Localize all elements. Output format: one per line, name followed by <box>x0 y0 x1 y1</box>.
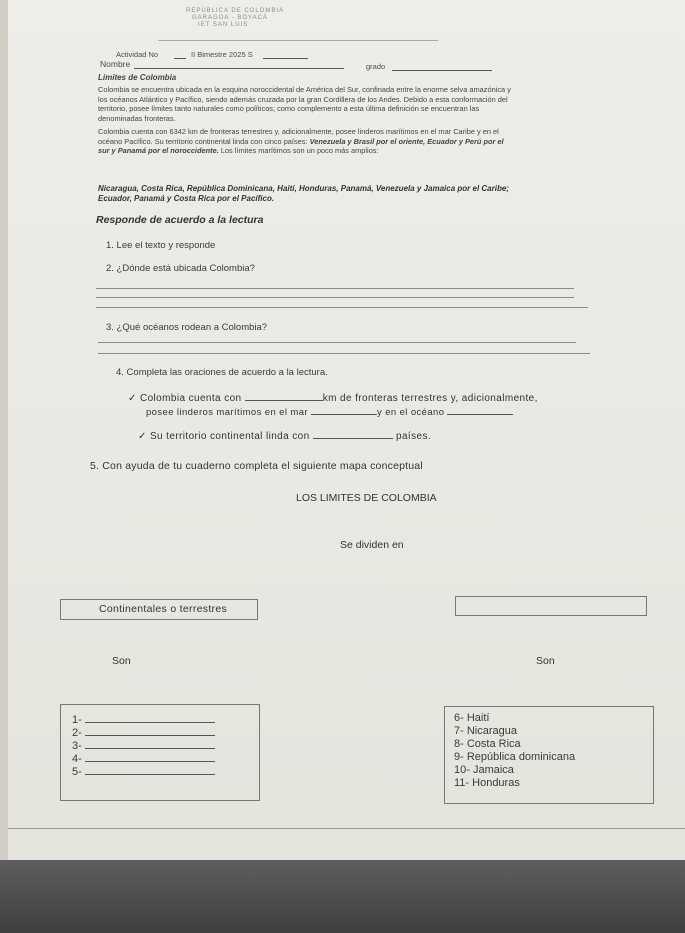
answer-line-q2-2[interactable] <box>96 297 574 298</box>
reading-p2-text: Colombia cuenta con 6342 km de fronteras terrestres y, adicionalmente, posee linderos marítimos en el mar Caribe y en el océano Pacífico. Su territorio continental linda con cinco países: <box>98 127 499 146</box>
header-school: IET SAN LUIS <box>198 22 249 28</box>
worksheet-paper <box>8 0 685 860</box>
left-list-item[interactable]: 2- <box>72 727 215 740</box>
reading-title: Límites de Colombia <box>98 73 177 82</box>
term-blank[interactable] <box>263 58 308 59</box>
left-list-item[interactable]: 4- <box>72 753 215 766</box>
concept-map-title: LOS LIMITES DE COLOMBIA <box>296 492 437 504</box>
desk-surface <box>0 860 685 933</box>
question-5: 5. Con ayuda de tu cuaderno completa el siguiente mapa conceptual <box>90 460 423 472</box>
right-list-item: 7- Nicaragua <box>454 725 517 737</box>
sentence-2 <box>138 430 431 442</box>
blank-sea[interactable] <box>311 406 377 415</box>
left-list-item[interactable]: 1- <box>72 714 215 727</box>
section-title: Responde de acuerdo a la lectura <box>96 214 264 226</box>
question-1: 1. Lee el texto y responde <box>106 240 216 251</box>
answer-line-q2-1[interactable] <box>96 288 574 289</box>
concept-map-divide: Se dividen en <box>340 539 404 551</box>
right-list-item: 11- Honduras <box>454 777 520 789</box>
sentence-2-part-b: países. <box>395 431 432 442</box>
blank-ocean[interactable] <box>447 406 513 415</box>
sentence-1-part-a: Colombia cuenta con <box>139 393 242 404</box>
left-list-item[interactable]: 5- <box>72 766 215 779</box>
sentence-1-line-2 <box>146 406 513 418</box>
activity-blank[interactable] <box>174 58 186 59</box>
header-country: REPÚBLICA DE COLOMBIA <box>186 8 285 14</box>
question-3: 3. ¿Qué océanos rodean a Colombia? <box>106 322 268 333</box>
reading-p2-countries: Venezuela y Brasil por el oriente, Ecuador y Perú por el sur y Panamá por el noroccidente. <box>98 136 504 156</box>
left-list <box>72 714 215 779</box>
bottom-rule <box>8 828 685 829</box>
grade-label: grado <box>366 62 386 71</box>
left-son-label: Son <box>112 655 131 667</box>
answer-line-q2-3[interactable] <box>96 307 588 308</box>
left-category-box <box>60 599 258 620</box>
question-2: 2. ¿Dónde está ubicada Colombia? <box>106 263 255 274</box>
right-list-item: 9- República dominicana <box>454 751 576 763</box>
name-label: Nombre <box>100 59 131 69</box>
header-town: GARAGOA - BOYACÁ <box>192 15 268 21</box>
right-son-label: Son <box>536 655 555 667</box>
grade-blank[interactable] <box>392 70 492 71</box>
right-list-item: 6- Haití <box>454 712 490 724</box>
answer-line-q3-2[interactable] <box>98 353 590 354</box>
answer-line-q3-1[interactable] <box>98 342 576 343</box>
name-blank[interactable] <box>134 68 344 69</box>
right-list <box>454 712 575 790</box>
blank-countries[interactable] <box>313 430 393 439</box>
check-icon: ✓ <box>138 431 147 442</box>
reading-paragraph-2 <box>98 127 514 156</box>
right-category-box-empty[interactable] <box>455 596 647 616</box>
reading-paragraph-1: Colombia se encuentra ubicada en la esquina noroccidental de América del Sur, confinada entre la enorme selva amazónica y los océanos Atlántico y Pacífico, siendo además cruzada por la gran Cordillera de los Andes. Debido a esta conformación del territorio, posee límites tanto naturales como políticos; como complemento a esta última definición se encuentran las denominadas fronteras. <box>98 85 511 123</box>
check-icon: ✓ <box>128 393 137 404</box>
activity-label: Actividad No <box>116 50 159 59</box>
left-list-item[interactable]: 3- <box>72 740 215 753</box>
sentence-2-part-a: Su territorio continental linda con <box>149 431 310 442</box>
header-rule <box>158 40 438 41</box>
reading-p2-maritime: Los límites marítimos son un poco más amplios: <box>220 146 379 156</box>
term-label: II Bimestre 2025 S <box>191 50 253 59</box>
question-4: 4. Completa las oraciones de acuerdo a la lectura. <box>116 367 328 378</box>
right-list-item: 10- Jamaica <box>454 764 514 776</box>
sentence-1-part-d: y en el océano <box>377 407 445 418</box>
sentence-1-part-b: km de fronteras terrestres y, adicionalmente, <box>322 393 538 404</box>
right-list-item: 8- Costa Rica <box>454 738 521 750</box>
blank-km[interactable] <box>245 392 323 401</box>
left-category-label: Continentales o terrestres <box>99 603 228 615</box>
sentence-1-line-1 <box>128 392 538 404</box>
reading-paragraph-3: Nicaragua, Costa Rica, República Dominicana, Haití, Honduras, Panamá, Venezuela y Jamaica por el Caribe; Ecuador, Panamá y Costa Rica por el Pacífico. <box>98 184 509 203</box>
sentence-1-part-c: posee linderos marítimos en el mar <box>146 407 308 418</box>
